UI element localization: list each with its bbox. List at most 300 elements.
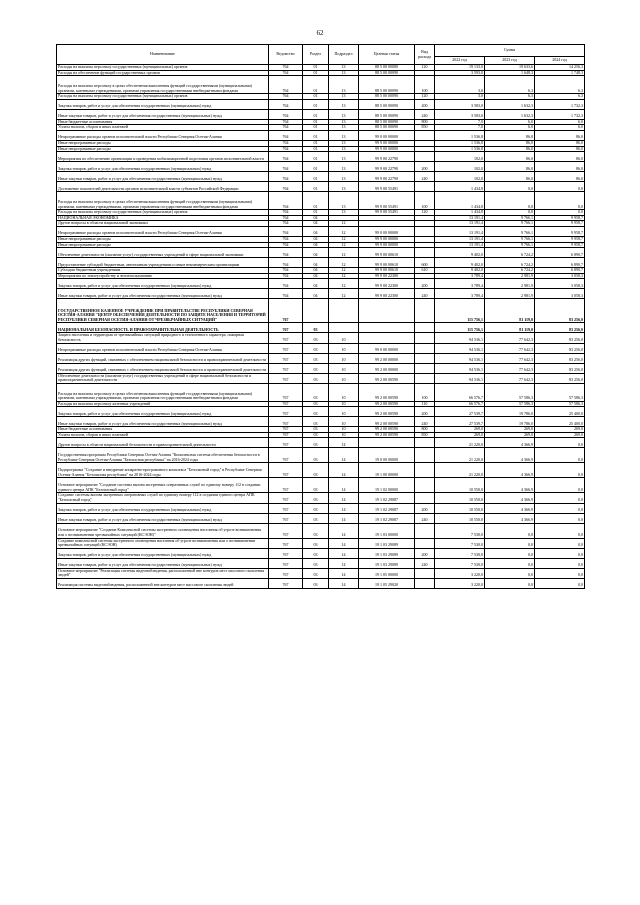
cell-department: 767	[269, 568, 303, 578]
cell-department: 764	[269, 130, 303, 140]
cell-section: 03	[303, 373, 329, 383]
cell-subsection: 10	[329, 432, 359, 438]
table-row	[57, 383, 585, 401]
cell-amount-2022: 27 539,7	[435, 417, 485, 427]
cell-amount-2022: 94 536,1	[435, 353, 485, 363]
cell-amount-2023: 77 642,3	[485, 373, 535, 383]
cell-name: Расходы на выплаты персоналу в целях обеспечения выполнения функций государственными (муниципальными) органами, казенными учреждениями, органами управления государственными внебюджетными фондами	[57, 192, 269, 210]
cell-expense-type	[415, 579, 435, 589]
cell-subsection: 10	[329, 343, 359, 353]
cell-department: 767	[269, 463, 303, 478]
cell-amount-2024: 0,0	[535, 478, 585, 493]
cell-subsection: 12	[329, 248, 359, 258]
cell-section: 01	[303, 70, 329, 76]
cell-name: Иные закупки товаров, работ и услуг для обеспечения государственных (муниципальных) нужд	[57, 558, 269, 568]
cell-amount-2022: 27 539,7	[435, 407, 485, 417]
cell-amount-2022: 269,0	[435, 432, 485, 438]
cell-amount-2022: 1 434,8	[435, 210, 485, 216]
cell-amount-2024: 0,0	[535, 438, 585, 448]
cell-target-article: 19 1 03 29089	[359, 558, 415, 568]
cell-expense-type: 240	[415, 172, 435, 182]
cell-amount-2024: 3 058,3	[535, 273, 585, 279]
cell-amount-2023: 4 366,9	[485, 493, 535, 503]
cell-subsection: 13	[329, 152, 359, 162]
cell-amount-2022: 3 593,0	[435, 70, 485, 76]
cell-section: 03	[303, 503, 329, 513]
cell-amount-2023: 77 642,3	[485, 333, 535, 343]
cell-name: Расходы на выплаты персоналу государственных (муниципальных) органов	[57, 65, 269, 71]
cell-name: Закупка товаров, работ и услуг для обеспечения государственных (муниципальных) нужд	[57, 548, 269, 558]
cell-subsection: 12	[329, 289, 359, 299]
header-target-article: Целевая статья	[359, 45, 415, 65]
cell-target-article: 19 1 03 00000	[359, 523, 415, 538]
cell-name: Создание комплексной системы экстренного оповещения населения об угрозе возникновения или о возникновении чрезвычайных ситуаций (КСЭОН)	[57, 538, 269, 548]
cell-expense-type: 120	[415, 210, 435, 216]
cell-amount-2023: 9 766,1	[485, 215, 535, 221]
cell-name: Иные закупки товаров, работ и услуг для обеспечения государственных (муниципальных) нужд	[57, 513, 269, 523]
cell-name: Иные закупки товаров, работ и услуг для обеспечения государственных (муниципальных) нужд	[57, 289, 269, 299]
cell-amount-2024: 0,0	[535, 558, 585, 568]
cell-expense-type	[415, 226, 435, 236]
cell-amount-2023: 0,0	[485, 523, 535, 538]
table-row	[57, 172, 585, 182]
cell-target-article: 19 1 02 29087	[359, 513, 415, 523]
cell-amount-2023: 0,0	[485, 210, 535, 216]
cell-subsection: 10	[329, 353, 359, 363]
cell-subsection: 12	[329, 242, 359, 248]
header-section: Раздел	[303, 45, 329, 65]
cell-expense-type: 800	[415, 119, 435, 125]
cell-department: 764	[269, 215, 303, 221]
cell-amount-2023: 4 366,9	[485, 463, 535, 478]
cell-amount-2024: 1 732,3	[535, 99, 585, 109]
table-row	[57, 333, 585, 343]
cell-target-article: 99 9 00 22300	[359, 273, 415, 279]
cell-amount-2024: 9 958,7	[535, 236, 585, 242]
cell-subsection: 13	[329, 210, 359, 216]
cell-amount-2023: 2 981,9	[485, 273, 535, 279]
cell-section: 04	[303, 236, 329, 242]
cell-name: Предоставление субсидий бюджетным, автономным учреждениям и иным некоммерческим организациям	[57, 258, 269, 268]
cell-subsection: 10	[329, 363, 359, 373]
cell-amount-2023: 77 642,3	[485, 353, 535, 363]
cell-amount-2024: 9 958,7	[535, 221, 585, 227]
cell-expense-type: 200	[415, 548, 435, 558]
cell-section: 04	[303, 268, 329, 274]
cell-name: Закупка товаров, работ и услуг для обеспечения государственных (муниципальных) нужд	[57, 99, 269, 109]
cell-name: Подпрограмма "Создание и внедрение аппаратно-программного комплекса "Безопасный город" в Республике Северная Осетия-Алания "Безопасная республика" на 2016-2024 годы	[57, 463, 269, 478]
cell-department: 767	[269, 299, 303, 323]
cell-subsection: 13	[329, 76, 359, 94]
header-amount: Сумма	[435, 45, 585, 57]
cell-target-article: 19 1 03 29089	[359, 548, 415, 558]
cell-expense-type	[415, 343, 435, 353]
cell-target-article: 88 5 00 00090	[359, 119, 415, 125]
cell-subsection: 14	[329, 438, 359, 448]
cell-target-article	[359, 438, 415, 448]
cell-department: 764	[269, 140, 303, 146]
cell-section: 01	[303, 182, 329, 192]
cell-department: 764	[269, 76, 303, 94]
header-year-2024: 2024 год	[535, 57, 585, 65]
table-row	[57, 513, 585, 523]
cell-amount-2022: 1 536,8	[435, 140, 485, 146]
cell-department: 764	[269, 192, 303, 210]
cell-department: 764	[269, 273, 303, 279]
cell-amount-2022: 7,0	[435, 119, 485, 125]
cell-section: 04	[303, 226, 329, 236]
cell-target-article: 99 2 00 00590	[359, 383, 415, 401]
cell-section: 03	[303, 353, 329, 363]
cell-amount-2024: 25 400,0	[535, 417, 585, 427]
cell-amount-2024: 0,0	[535, 579, 585, 589]
cell-target-article: 88 5 00 00090	[359, 70, 415, 76]
cell-expense-type	[415, 373, 435, 383]
cell-amount-2022: 3 220,0	[435, 579, 485, 589]
cell-department: 767	[269, 333, 303, 343]
cell-target-article: 99 9 00 22300	[359, 289, 415, 299]
cell-amount-2023: 6 724,2	[485, 258, 535, 268]
cell-section: 01	[303, 130, 329, 140]
cell-amount-2023: 6 724,2	[485, 268, 535, 274]
cell-expense-type: 120	[415, 65, 435, 71]
cell-expense-type: 200	[415, 99, 435, 109]
cell-amount-2022: 13 191,4	[435, 226, 485, 236]
cell-subsection: 12	[329, 236, 359, 242]
cell-target-article: 99 9 00 22790	[359, 172, 415, 182]
cell-amount-2022: 1 536,8	[435, 146, 485, 152]
cell-name: Закупка товаров, работ и услуг для обеспечения государственных (муниципальных) нужд	[57, 279, 269, 289]
cell-subsection: 10	[329, 427, 359, 433]
cell-section: 04	[303, 248, 329, 258]
cell-department: 764	[269, 236, 303, 242]
cell-amount-2023: 4 366,9	[485, 448, 535, 463]
budget-table	[56, 44, 585, 589]
cell-expense-type	[415, 299, 435, 323]
table-row	[57, 478, 585, 493]
cell-expense-type	[415, 463, 435, 478]
cell-section: 01	[303, 172, 329, 182]
cell-amount-2024: 6 890,7	[535, 258, 585, 268]
cell-target-article: 99 9 00 00000	[359, 236, 415, 242]
table-row	[57, 558, 585, 568]
cell-amount-2024: 83 256,0	[535, 353, 585, 363]
cell-amount-2023: 77 642,3	[485, 343, 535, 353]
cell-department: 764	[269, 258, 303, 268]
cell-target-article: 99 9 00 00610	[359, 258, 415, 268]
cell-department: 764	[269, 162, 303, 172]
cell-name: Расходы на обеспечение функций государственных органов	[57, 70, 269, 76]
cell-amount-2024: 0,0	[535, 568, 585, 578]
cell-section: 03	[303, 558, 329, 568]
cell-amount-2023: 0,0	[485, 538, 535, 548]
cell-department: 764	[269, 289, 303, 299]
cell-name: Основное мероприятие "Создание системы вызова экстренных оперативных служб по единому номеру 112 в создании единого центра АПК "Безопасный город"	[57, 478, 269, 493]
cell-expense-type: 200	[415, 407, 435, 417]
cell-target-article: 99 9 00 00610	[359, 268, 415, 274]
cell-department: 767	[269, 401, 303, 407]
cell-amount-2022: 10 550,0	[435, 513, 485, 523]
cell-amount-2022: 3 220,0	[435, 568, 485, 578]
cell-department: 764	[269, 248, 303, 258]
cell-name: Иные непрограммные расходы	[57, 146, 269, 152]
cell-section: 01	[303, 109, 329, 119]
cell-amount-2022: 94 536,1	[435, 333, 485, 343]
cell-amount-2022: 102,0	[435, 152, 485, 162]
table-row	[57, 182, 585, 192]
cell-department: 764	[269, 152, 303, 162]
cell-department: 767	[269, 523, 303, 538]
cell-target-article	[359, 323, 415, 333]
cell-subsection: 14	[329, 513, 359, 523]
cell-amount-2022: 94 536,1	[435, 373, 485, 383]
cell-amount-2023: 19 786,0	[485, 407, 535, 417]
cell-amount-2022: 9 402,0	[435, 258, 485, 268]
cell-amount-2023: 57 586,3	[485, 401, 535, 407]
cell-department: 764	[269, 99, 303, 109]
cell-amount-2024: 269,0	[535, 432, 585, 438]
cell-section: 03	[303, 432, 329, 438]
cell-amount-2022: 1 434,8	[435, 182, 485, 192]
cell-expense-type: 600	[415, 258, 435, 268]
cell-subsection: 13	[329, 119, 359, 125]
cell-subsection: 14	[329, 568, 359, 578]
cell-amount-2023: 269,0	[485, 432, 535, 438]
cell-amount-2024: 269,0	[535, 427, 585, 433]
cell-subsection: 10	[329, 407, 359, 417]
cell-subsection: 10	[329, 417, 359, 427]
cell-target-article: 99 2 00 00590	[359, 407, 415, 417]
cell-department: 764	[269, 65, 303, 71]
cell-department: 767	[269, 373, 303, 383]
cell-subsection: 13	[329, 172, 359, 182]
cell-amount-2023: 57 586,3	[485, 383, 535, 401]
header-department: Ведомство	[269, 45, 303, 65]
cell-section: 03	[303, 383, 329, 401]
cell-name: Другие вопросы в области национальной безопасности и правоохранительной деятельности	[57, 438, 269, 448]
table-row	[57, 162, 585, 172]
cell-department: 767	[269, 343, 303, 353]
cell-section: 01	[303, 140, 329, 146]
cell-department: 767	[269, 579, 303, 589]
cell-name: Обеспечение деятельности (оказание услуг) государственных учреждений в сфере национальной безопасности и правоохранительной деятельности	[57, 373, 269, 383]
cell-amount-2024: 6,3	[535, 94, 585, 100]
cell-subsection: 13	[329, 65, 359, 71]
cell-expense-type: 240	[415, 109, 435, 119]
cell-expense-type	[415, 438, 435, 448]
cell-name: Уплата налогов, сборов и иных платежей	[57, 125, 269, 131]
cell-section: 03	[303, 343, 329, 353]
cell-subsection: 14	[329, 478, 359, 493]
cell-department: 767	[269, 558, 303, 568]
cell-subsection: 13	[329, 192, 359, 210]
cell-amount-2024: 0,0	[535, 210, 585, 216]
cell-amount-2022: 10 550,0	[435, 493, 485, 503]
cell-name: Достижение показателей деятельности органов исполнительной власти субъектов Российской Федерации	[57, 182, 269, 192]
cell-amount-2024: 0,0	[535, 548, 585, 558]
cell-amount-2023: 2 981,9	[485, 279, 535, 289]
cell-target-article: 19 1 05 29020	[359, 579, 415, 589]
cell-section: 01	[303, 119, 329, 125]
cell-name: Уплата налогов, сборов и иных платежей	[57, 432, 269, 438]
cell-amount-2024: 25 400,0	[535, 407, 585, 417]
cell-amount-2023: 0,0	[485, 548, 535, 558]
cell-target-article: 88 5 00 00080	[359, 65, 415, 71]
cell-section: 03	[303, 323, 329, 333]
cell-section: 03	[303, 363, 329, 373]
table-row	[57, 248, 585, 258]
cell-expense-type: 200	[415, 279, 435, 289]
cell-amount-2023: 19 786,0	[485, 417, 535, 427]
cell-amount-2022: 13 191,4	[435, 215, 485, 221]
cell-subsection: 13	[329, 94, 359, 100]
cell-amount-2024: 0,0	[535, 493, 585, 503]
cell-name: Иные бюджетные ассигнования	[57, 427, 269, 433]
cell-subsection	[329, 299, 359, 323]
cell-amount-2023: 86,0	[485, 146, 535, 152]
cell-amount-2024: 14 256,3	[535, 65, 585, 71]
cell-section: 03	[303, 513, 329, 523]
cell-amount-2023: 86,0	[485, 172, 535, 182]
cell-name: Иные непрограммные расходы	[57, 140, 269, 146]
cell-section: 01	[303, 125, 329, 131]
cell-target-article: 99 2 00 00590	[359, 373, 415, 383]
cell-amount-2023: 19 633,6	[485, 65, 535, 71]
cell-amount-2024: 9 958,7	[535, 215, 585, 221]
cell-name: Расходы на выплаты персоналу в целях обеспечения выполнения функций государственными (муниципальными) органами, казенными учреждениями, органами управления государственными внебюджетными фондами	[57, 383, 269, 401]
cell-subsection: 13	[329, 140, 359, 146]
cell-section: 03	[303, 438, 329, 448]
cell-amount-2024: 0,0	[535, 448, 585, 463]
cell-amount-2024: 83 256,0	[535, 333, 585, 343]
cell-amount-2022: 66 576,7	[435, 401, 485, 407]
cell-amount-2024: 0,0	[535, 538, 585, 548]
table-row	[57, 579, 585, 589]
cell-department: 764	[269, 70, 303, 76]
table-row	[57, 99, 585, 109]
cell-target-article: 99 2 00 00590	[359, 417, 415, 427]
table-row	[57, 448, 585, 463]
header-name: Наименование	[57, 45, 269, 65]
cell-subsection: 10	[329, 333, 359, 343]
cell-subsection: 14	[329, 523, 359, 538]
cell-name: Мероприятия по обеспечению организации и проведения мобилизационной подготовки органов исполнительной власти	[57, 152, 269, 162]
cell-name: Расходы на выплаты персоналу в целях обеспечения выполнения функций государственными (муниципальными) органами, казенными учреждениями, органами управления государственными внебюджетными фондами	[57, 76, 269, 94]
cell-amount-2022: 1 536,8	[435, 130, 485, 140]
cell-expense-type: 100	[415, 383, 435, 401]
cell-target-article: 19 1 05 00000	[359, 568, 415, 578]
cell-expense-type: 800	[415, 427, 435, 433]
cell-amount-2024: 6,0	[535, 125, 585, 131]
cell-amount-2024: 1 732,3	[535, 109, 585, 119]
cell-subsection: 12	[329, 268, 359, 274]
cell-amount-2023: 6,3	[485, 94, 535, 100]
cell-amount-2023: 4 366,9	[485, 513, 535, 523]
cell-name: Основное мероприятие "Реализация системы видеонаблюдения, расположенной вне контуров мест массового скопления людей"	[57, 568, 269, 578]
cell-subsection: 13	[329, 130, 359, 140]
cell-amount-2023: 0,0	[485, 558, 535, 568]
cell-subsection: 14	[329, 558, 359, 568]
cell-amount-2024: 83 256,0	[535, 323, 585, 333]
cell-target-article: 99 9 00 00000	[359, 140, 415, 146]
cell-subsection: 14	[329, 493, 359, 503]
cell-target-article: 99 9 00 00000	[359, 242, 415, 248]
cell-expense-type	[415, 363, 435, 373]
cell-subsection: 12	[329, 279, 359, 289]
cell-amount-2024: 86,0	[535, 146, 585, 152]
cell-name: Создание системы вызова экстренных оперативных служб по единому номеру 112 в создании единого центра АПК "Безопасный город"	[57, 493, 269, 503]
cell-name: Обеспечение деятельности (оказание услуг) государственных учреждений в сфере национальной экономики	[57, 248, 269, 258]
cell-amount-2022: 10 550,0	[435, 503, 485, 513]
cell-target-article: 19 0 00 00000	[359, 448, 415, 463]
cell-section: 03	[303, 333, 329, 343]
cell-amount-2023: 1 632,3	[485, 109, 535, 119]
cell-section: 03	[303, 448, 329, 463]
cell-section: 04	[303, 279, 329, 289]
cell-amount-2022: 13 191,4	[435, 221, 485, 227]
table-row	[57, 226, 585, 236]
table-row	[57, 279, 585, 289]
header-subsection: Подраздел	[329, 45, 359, 65]
cell-amount-2023: 9 766,1	[485, 242, 535, 248]
cell-amount-2022: 94 536,1	[435, 343, 485, 353]
cell-department: 767	[269, 513, 303, 523]
cell-target-article: 99 9 00 55491	[359, 210, 415, 216]
cell-amount-2023: 4 366,9	[485, 478, 535, 493]
cell-expense-type: 240	[415, 513, 435, 523]
cell-department: 767	[269, 448, 303, 463]
cell-name: Непрограммные расходы органов исполнительной власти Республики Северная Осетия-Алания	[57, 343, 269, 353]
cell-amount-2023: 6,0	[485, 119, 535, 125]
cell-amount-2024: 0,0	[535, 523, 585, 538]
table-row	[57, 463, 585, 478]
cell-subsection	[329, 323, 359, 333]
cell-amount-2023: 81 119,0	[485, 299, 535, 323]
cell-target-article: 88 5 00 00090	[359, 94, 415, 100]
table-row	[57, 363, 585, 373]
cell-amount-2022: 3 789,4	[435, 273, 485, 279]
cell-amount-2023: 77 642,3	[485, 363, 535, 373]
cell-target-article: 99 9 00 55491	[359, 182, 415, 192]
cell-target-article	[359, 299, 415, 323]
cell-department: 767	[269, 438, 303, 448]
table-row	[57, 538, 585, 548]
cell-target-article: 19 1 00 00000	[359, 463, 415, 478]
cell-name: Расходы на выплаты персоналу казенных учреждений	[57, 401, 269, 407]
cell-department: 764	[269, 125, 303, 131]
cell-name: Основное мероприятие "Создание Комплексной системы экстренного оповещения населения об угрозе возникновения или о возникновении чрезвычайных ситуаций (КСЭОН)"	[57, 523, 269, 538]
cell-department: 767	[269, 363, 303, 373]
cell-amount-2022: 9 402,0	[435, 268, 485, 274]
cell-expense-type: 110	[415, 401, 435, 407]
cell-name: Реализация других функций, связанных с обеспечением национальной безопасности и правоохранительной деятельности	[57, 353, 269, 363]
cell-section: 03	[303, 523, 329, 538]
table-row	[57, 417, 585, 427]
cell-target-article: 99 2 00 00590	[359, 432, 415, 438]
cell-amount-2024: 6 890,7	[535, 268, 585, 274]
cell-amount-2024: 83 256,0	[535, 363, 585, 373]
cell-expense-type	[415, 353, 435, 363]
cell-name: Реализация системы видеонаблюдения, расположенной вне контуров мест массового скопления людей	[57, 579, 269, 589]
cell-amount-2024: 9 958,7	[535, 242, 585, 248]
cell-amount-2024: 9 958,7	[535, 226, 585, 236]
cell-section: 01	[303, 146, 329, 152]
cell-expense-type: 100	[415, 192, 435, 210]
cell-subsection: 13	[329, 99, 359, 109]
cell-section: 04	[303, 242, 329, 248]
cell-department: 764	[269, 182, 303, 192]
cell-name: Реализация других функций, связанных с обеспечением национальной безопасности и правоохранительной деятельности	[57, 363, 269, 373]
